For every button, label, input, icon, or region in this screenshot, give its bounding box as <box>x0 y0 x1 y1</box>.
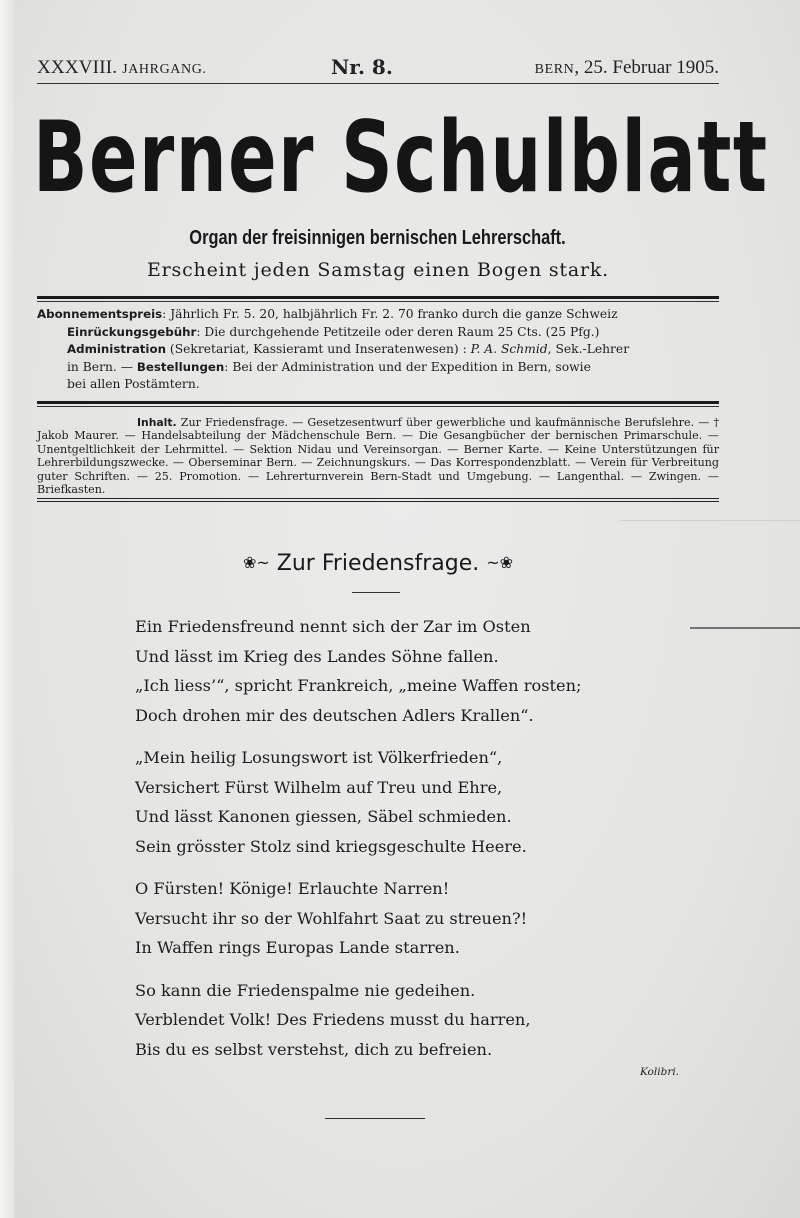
poem-line: Ein Friedensfreund nennt sich der Zar im Osten <box>135 617 531 636</box>
administration-row <box>37 341 719 359</box>
stanza-2 <box>135 743 695 860</box>
subscription-label: Abonnementspreis <box>37 307 163 321</box>
poem-author: Kolibri. <box>640 1066 680 1078</box>
administration-city: in Bern. — <box>67 359 137 374</box>
masthead-rule <box>37 83 719 84</box>
poem-line: Doch drohen mir des deutschen Adlers Krallen“. <box>135 705 534 725</box>
orders-label: Bestellungen <box>136 359 225 374</box>
poem-line: Sein grösster Stolz sind kriegsgeschulte Heere. <box>135 836 527 856</box>
subscription-row <box>37 306 719 324</box>
poem-line: O Fürsten! Könige! Erlauchte Narren! <box>135 879 450 898</box>
poem-line: So kann die Friedenspalme nie gedeihen. <box>135 980 476 1000</box>
poem-title-text: Zur Friedensfrage. <box>276 551 480 576</box>
newspaper-title: Berner Schulblatt <box>33 101 769 215</box>
poem-line: Und lässt Kanonen giessen, Säbel schmieden. <box>135 807 512 826</box>
info-bottom-rule <box>37 401 719 407</box>
poem-line: Verblendet Volk! Des Friedens musst du harren, <box>135 1010 531 1029</box>
insertion-row <box>37 324 719 342</box>
place-date <box>535 57 719 79</box>
volume-label: JAHRGANG. <box>122 62 207 77</box>
contents-label: Inhalt. <box>137 416 177 429</box>
poem-line: Versichert Fürst Wilhelm auf Treu und Ehre, <box>135 777 503 797</box>
subtitle-text: Organ der freisinnigen bernischen Lehrerschaft. <box>189 227 567 249</box>
stanza-1 <box>135 612 695 729</box>
info-top-rule <box>37 296 719 302</box>
orders-text: : Bei der Administration und der Expedition in Bern, sowie <box>224 359 591 374</box>
stanza-4 <box>135 976 695 1063</box>
contents-text: Zur Friedensfrage. — Gesetzesentwurf über gewerbliche und kaufmännische Berufslehre. — † Jakob Maurer. — Handelsabteilung der Mädchenschule Bern. — Die Gesangbücher der bernischen Primarschule. — Unentgeltlichkeit der Lehrmittel. — Sektion Nidau und Vereinsorgan. — Berner Karte. — Keine Unterstützungen für Lehrerbildungszwecke. — Oberseminar Bern. — Zeichnungskurs. — Das Korrespondenzblatt. — Verein für Verbreitung guter Schriften. — 25. Promotion. — Lehrerturnverein Bern-Stadt und Umgebung. — Langenthal. — Zwingen. — Briefkasten. <box>37 416 719 497</box>
end-rule <box>325 1118 425 1119</box>
administration-label: Administration <box>67 342 166 357</box>
poem-line: Bis du es selbst verstehst, dich zu befreien. <box>135 1039 493 1059</box>
poem-line: In Waffen rings Europas Lande starren. <box>135 938 460 957</box>
poem-body <box>135 612 695 1077</box>
volume-roman: XXXVIII. <box>37 57 118 78</box>
poem-title <box>0 551 756 576</box>
administration-text: (Sekretariat, Kassieramt und Inseratenwesen) : <box>165 342 471 357</box>
administration-name: P. A. Schmid <box>470 342 548 357</box>
flower-ornament-left-icon: ❀~ <box>242 553 270 572</box>
page-edge-shadow <box>0 0 14 1218</box>
administration-role: , Sek.-Lehrer <box>547 342 630 357</box>
insertion-label: Einrückungsgebühr <box>67 324 197 339</box>
subscription-text: : Jährlich Fr. 5. 20, halbjährlich Fr. 2. 70 franko durch die ganze Schweiz <box>162 307 618 321</box>
orders-row <box>37 359 719 377</box>
issue-number: Nr. 8. <box>331 55 393 79</box>
poem-line: „Ich liess’“, spricht Frankreich, „meine Waffen rosten; <box>135 676 582 695</box>
masthead-line <box>37 55 719 79</box>
place: BERN <box>534 62 575 77</box>
insertion-text: : Die durchgehende Petitzeile oder deren Raum 25 Cts. (25 Pfg.) <box>196 324 600 339</box>
subtitle <box>0 227 756 250</box>
margin-pencil-mark <box>690 627 800 629</box>
date: , 25. Februar 1905. <box>574 57 719 78</box>
title-underline <box>352 592 400 593</box>
poem-line: Und lässt im Krieg des Landes Söhne fallen. <box>135 646 499 666</box>
poem-line: „Mein heilig Losungswort ist Völkerfrieden“, <box>135 748 503 767</box>
tagline: Erscheint jeden Samstag einen Bogen stark. <box>146 259 610 281</box>
orders-row-2 <box>37 376 719 394</box>
orders-text-2: bei allen Postämtern. <box>67 377 200 392</box>
volume-info <box>37 57 207 79</box>
subscription-info <box>37 306 719 394</box>
stanza-3 <box>135 874 695 961</box>
bleed-through <box>620 520 800 521</box>
flower-ornament-right-icon: ~❀ <box>486 553 514 572</box>
poem-line: Versucht ihr so der Wohlfahrt Saat zu streuen?! <box>135 908 528 928</box>
table-of-contents <box>37 416 719 496</box>
contents-bottom-rule <box>37 498 719 502</box>
